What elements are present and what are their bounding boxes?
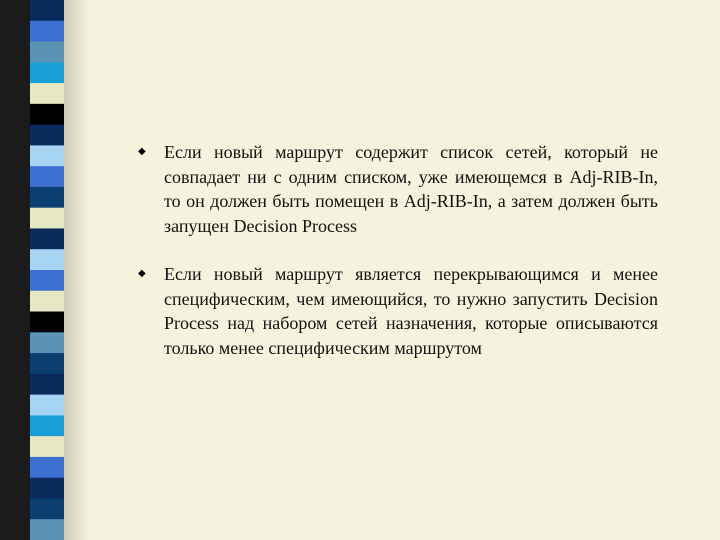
stripe-block (30, 208, 64, 229)
stripe-block (30, 83, 64, 104)
stripe-block (30, 498, 64, 519)
stripe-block (30, 332, 64, 353)
stripe-block (30, 395, 64, 416)
stripe-block (30, 353, 64, 374)
slide-content (136, 140, 658, 384)
stripe-block (30, 62, 64, 83)
stripe-dark-edge (0, 0, 30, 540)
stripe-block (30, 291, 64, 312)
stripe-block (30, 478, 64, 499)
stripe-block (30, 145, 64, 166)
stripe-block (30, 374, 64, 395)
stripe-block (30, 42, 64, 63)
stripe-block (30, 187, 64, 208)
stripe-block (30, 166, 64, 187)
stripe-block (30, 312, 64, 333)
diamond-bullet-icon: ◆ (138, 268, 146, 279)
bullet-item-1 (136, 140, 658, 238)
bullet-item-2 (136, 262, 658, 360)
stripe-block (30, 519, 64, 540)
stripe-block (30, 436, 64, 457)
diamond-bullet-icon: ◆ (138, 146, 146, 157)
stripe-block (30, 415, 64, 436)
stripe-block (30, 457, 64, 478)
stripe-block (30, 104, 64, 125)
stripe-block (30, 125, 64, 146)
bullet-text: Если новый маршрут является перекрывающимся и менее специфическим, чем имеющийся, то нужно запустить Decision Process над набором сетей назначения, которые описываются только менее специфическим маршрутом (164, 264, 658, 358)
stripe-block (30, 228, 64, 249)
stripe-block (30, 0, 64, 21)
decorative-stripe-column (0, 0, 90, 540)
bullet-text: Если новый маршрут содержит список сетей, который не совпадает ни с одним списком, уже имеющемся в Adj-RIB-In, то он должен быть помещен в Adj-RIB-In, а затем должен быть запущен Decision Process (164, 142, 658, 236)
stripe-block (30, 249, 64, 270)
stripe-block (30, 21, 64, 42)
stripe-shadow (60, 0, 90, 540)
stripe-block (30, 270, 64, 291)
